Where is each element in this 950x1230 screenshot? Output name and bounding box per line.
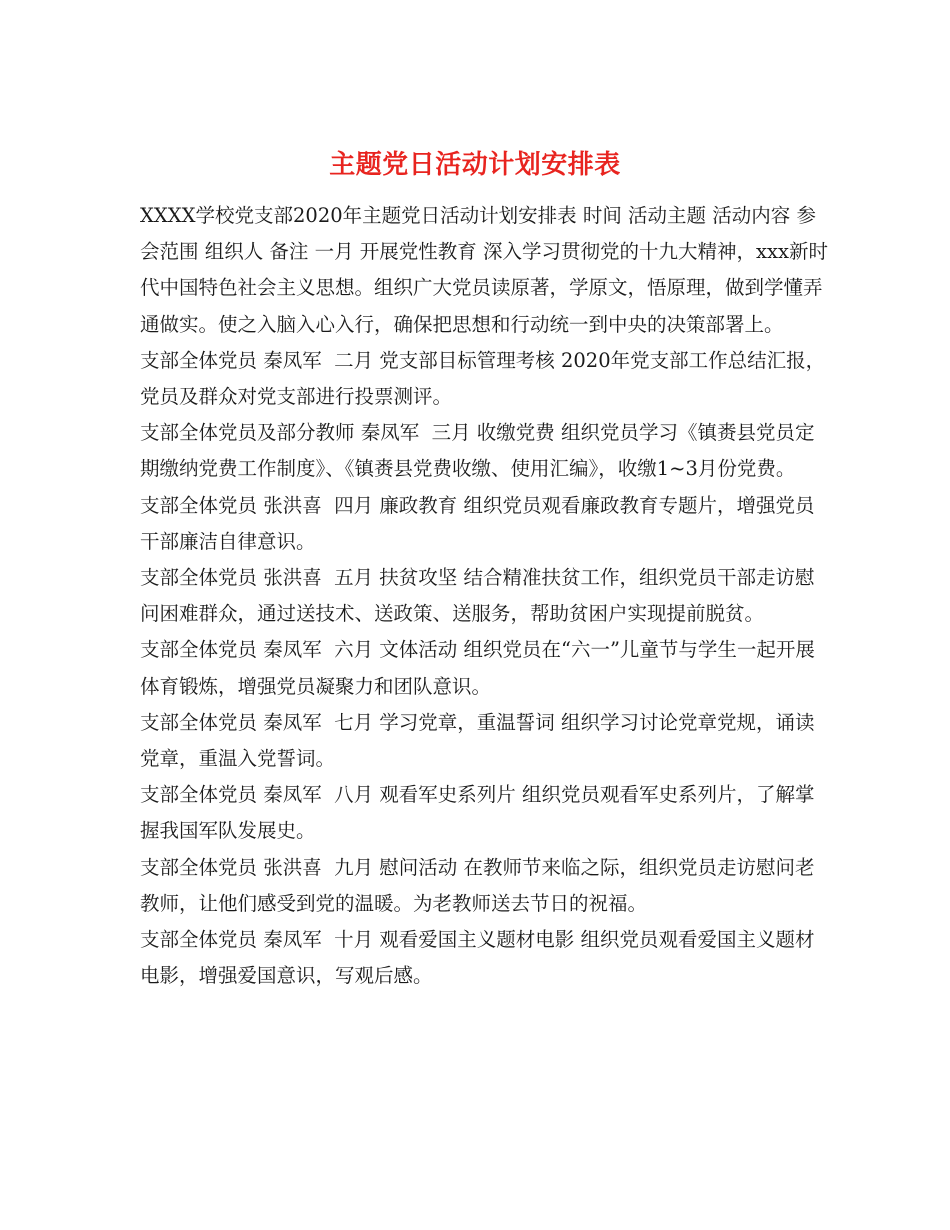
paragraph-october: 支部全体党员 秦凤军 十月 观看爱国主义题材电影 组织党员观看爱国主义题材电影，增强爱国意识，写观后感。 <box>140 928 815 988</box>
paragraph-august: 支部全体党员 秦凤军 八月 观看军史系列片 组织党员观看军史系列片，了解掌握我国军队发展史。 <box>140 783 815 843</box>
paragraph-april: 支部全体党员 张洪喜 四月 廉政教育 组织党员观看廉政教育专题片，增强党员干部廉洁自律意识。 <box>140 493 815 553</box>
paragraph-may: 支部全体党员 张洪喜 五月 扶贫攻坚 结合精准扶贫工作，组织党员干部走访慰问困难群众，通过送技术、送政策、送服务，帮助贫困户实现提前脱贫。 <box>140 566 815 626</box>
document-body <box>140 198 830 994</box>
paragraph-september: 支部全体党员 张洪喜 九月 慰问活动 在教师节来临之际，组织党员走访慰问老教师，让他们感受到党的温暖。为老教师送去节日的祝福。 <box>140 855 815 915</box>
document-title: 主题党日活动计划安排表 <box>329 150 621 181</box>
paragraph-march: 支部全体党员及部分教师 秦凤军 三月 收缴党费 组织党员学习《镇赉县党员定期缴纳党费工作制度》、《镇赉县党费收缴、使用汇编》，收缴1~3月份党费。 <box>140 421 815 481</box>
paragraph-july: 支部全体党员 秦凤军 七月 学习党章，重温誓词 组织学习讨论党章党规，诵读党章，重温入党誓词。 <box>140 710 815 771</box>
paragraph-february: 支部全体党员 秦凤军 二月 党支部目标管理考核 2020年党支部工作总结汇报，党员及群众对党支部进行投票测评。 <box>140 348 826 409</box>
paragraph-january: XXXX学校党支部2020年主题党日活动计划安排表 时间 活动主题 活动内容 参会范围 组织人 备注 一月 开展党性教育 深入学习贯彻党的十九大精神，xxx新时代中国特色社会主义思想。组织广大党员读原著，学原文，悟原理，做到学懂弄通做实。使之入脑入心入行，确保把思想和行动统一到中央的决策部署上。 <box>140 204 828 336</box>
paragraph-june: 支部全体党员 秦凤军 六月 文体活动 组织党员在“六一”儿童节与学生一起开展体育锻炼，增强党员凝聚力和团队意识。 <box>140 638 815 698</box>
